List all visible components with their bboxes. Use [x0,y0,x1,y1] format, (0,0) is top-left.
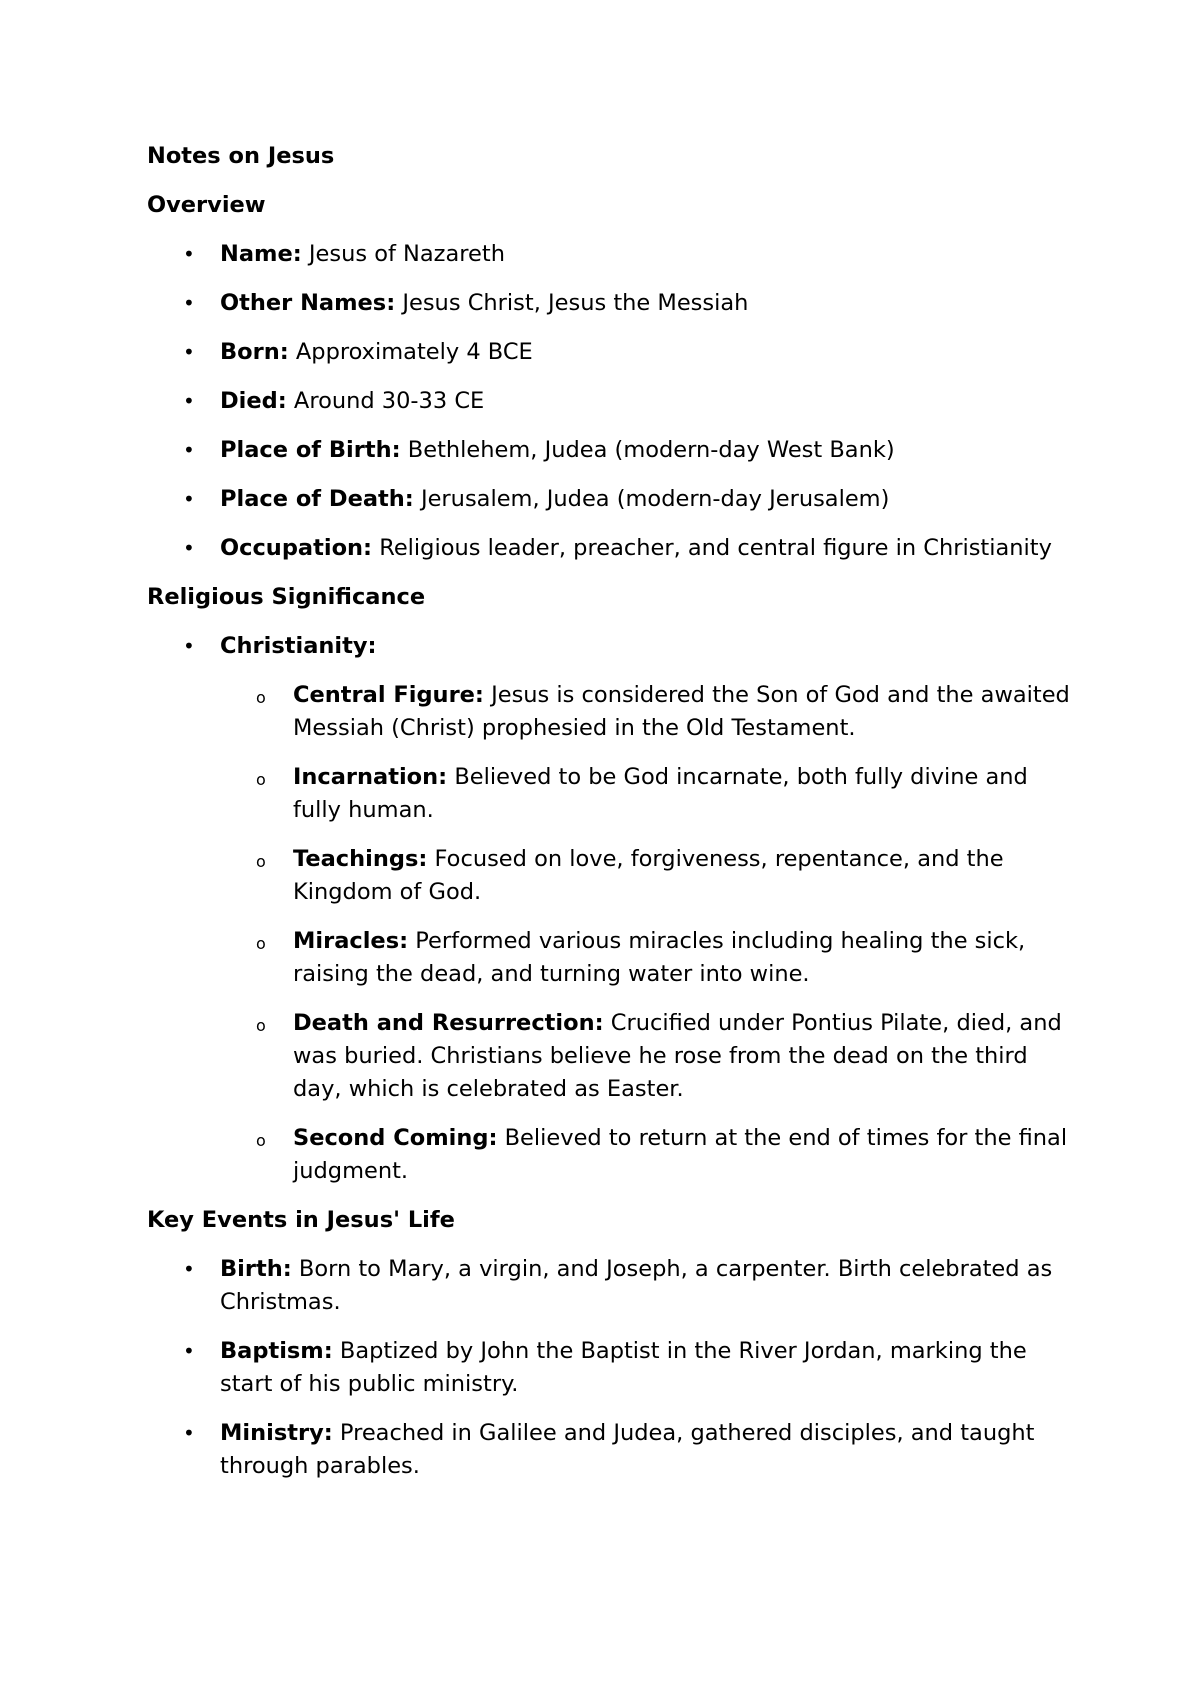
item-label: Ministry: [220,1420,333,1446]
list-item [147,1335,1077,1401]
sub-list-item [147,843,1077,909]
bullet-icon: • [183,536,195,560]
overview-list [147,238,1077,565]
item-text: Jerusalem, Judea (modern-day Jerusalem) [420,486,890,512]
christianity-sublist [147,679,1077,1188]
bullet-icon: • [183,438,195,462]
item-text: Focused on love, forgiveness, repentance, and the Kingdom of God. [293,846,1004,905]
section-heading-key-events: Key Events in Jesus' Life [147,1207,455,1233]
item-text: Believed to be God incarnate, both fully divine and fully human. [293,764,1028,823]
section-heading-religious-significance: Religious Significance [147,584,426,610]
item-text: Believed to return at the end of times for the final judgment. [293,1125,1068,1184]
list-item [147,434,1077,467]
list-item [147,385,1077,418]
item-label: Second Coming: [293,1125,498,1151]
circle-bullet-icon: o [256,1131,266,1150]
circle-bullet-icon: o [256,934,266,953]
bullet-icon: • [183,1421,195,1445]
item-label: Born: [220,339,289,365]
item-label: Place of Death: [220,486,414,512]
item-label: Teachings: [293,846,428,872]
item-label: Incarnation: [293,764,448,790]
item-label: Miracles: [293,928,409,954]
sub-list-item [147,761,1077,827]
list-item [147,287,1077,320]
item-text: Jesus of Nazareth [308,241,505,267]
circle-bullet-icon: o [256,770,266,789]
list-item [147,1417,1077,1483]
item-text: Religious leader, preacher, and central figure in Christianity [379,535,1052,561]
item-label: Baptism: [220,1338,333,1364]
list-item [147,336,1077,369]
document-page [147,140,1077,1499]
list-item [147,532,1077,565]
bullet-icon: • [183,1257,195,1281]
list-item [147,483,1077,516]
item-label: Birth: [220,1256,292,1282]
item-label: Name: [220,241,302,267]
bullet-icon: • [183,242,195,266]
item-text: Crucified under Pontius Pilate, died, and was buried. Christians believe he rose from the dead on the third day, which is celebrated as Easter. [293,1010,1062,1102]
item-label: Central Figure: [293,682,484,708]
item-text: Preached in Galilee and Judea, gathered disciples, and taught through parables. [220,1420,1035,1479]
sub-list-item [147,679,1077,745]
sub-list-item [147,925,1077,991]
circle-bullet-icon: o [256,688,266,707]
item-text: Approximately 4 BCE [295,339,533,365]
item-label: Other Names: [220,290,396,316]
item-label: Died: [220,388,287,414]
bullet-icon: • [183,389,195,413]
item-label: Christianity: [220,633,377,659]
bullet-icon: • [183,291,195,315]
bullet-icon: • [183,1339,195,1363]
list-item [147,1253,1077,1319]
item-text: Born to Mary, a virgin, and Joseph, a carpenter. Birth celebrated as Christmas. [220,1256,1053,1315]
sub-list-item [147,1122,1077,1188]
item-label: Occupation: [220,535,373,561]
bullet-icon: • [183,487,195,511]
item-text: Jesus Christ, Jesus the Messiah [402,290,749,316]
item-label: Place of Birth: [220,437,401,463]
list-item [147,630,1077,1188]
list-item [147,238,1077,271]
bullet-icon: • [183,340,195,364]
circle-bullet-icon: o [256,1016,266,1035]
bullet-icon: • [183,634,195,658]
key-events-list [147,1253,1077,1483]
section-heading-overview: Overview [147,192,266,218]
item-text: Baptized by John the Baptist in the River Jordan, marking the start of his public ministry. [220,1338,1027,1397]
religious-list [147,630,1077,1188]
item-label: Death and Resurrection: [293,1010,604,1036]
circle-bullet-icon: o [256,852,266,871]
document-title: Notes on Jesus [147,143,335,169]
sub-list-item [147,1007,1077,1106]
item-text: Jesus is considered the Son of God and the awaited Messiah (Christ) prophesied in the Old Testament. [293,682,1070,741]
item-text: Around 30-33 CE [293,388,485,414]
item-text: Performed various miracles including healing the sick, raising the dead, and turning water into wine. [293,928,1026,987]
item-text: Bethlehem, Judea (modern-day West Bank) [407,437,895,463]
